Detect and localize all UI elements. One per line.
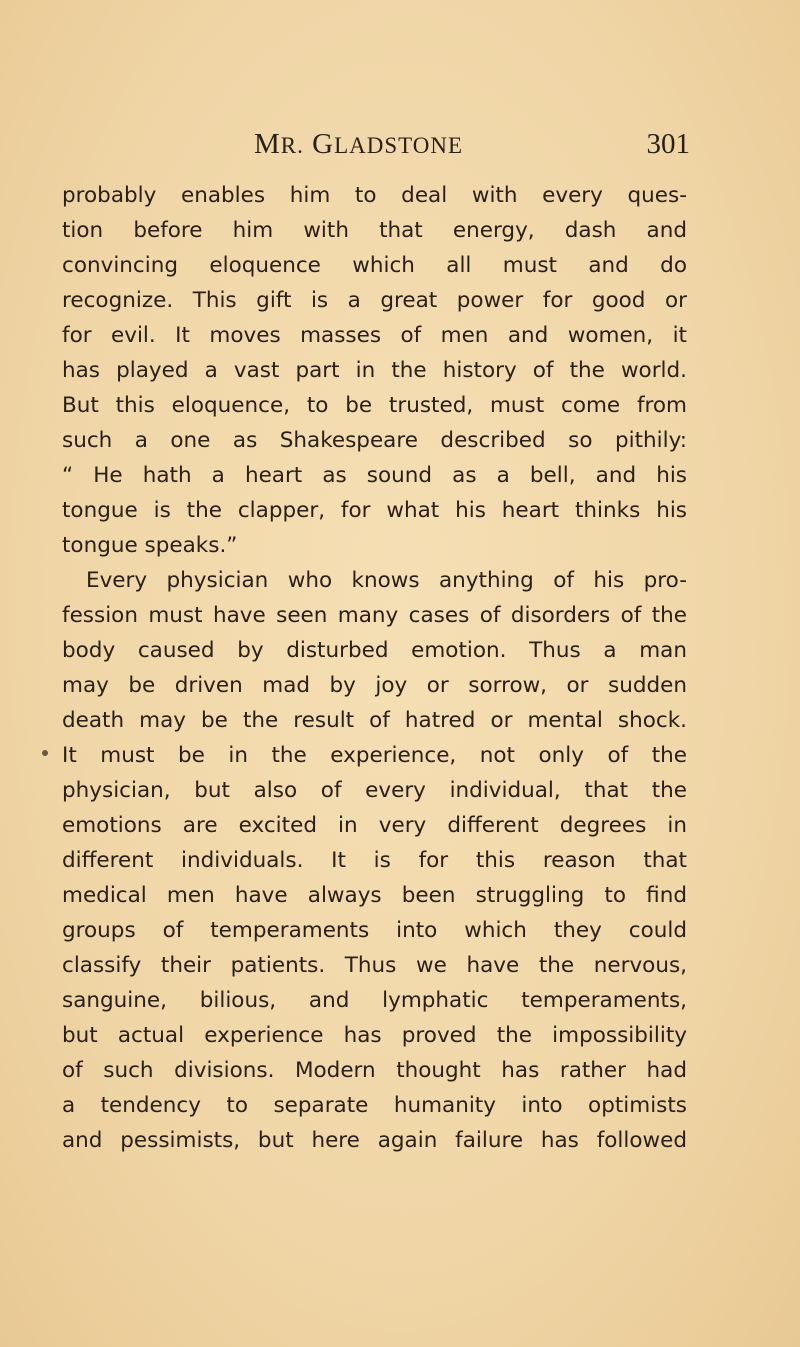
text-line: convincing eloquence which all must and do [62, 253, 687, 278]
body-text [62, 178, 687, 1158]
running-title-rest-1: R. [280, 133, 304, 158]
text-line: physician, but also of every individual, that the [62, 778, 687, 803]
running-title-rest-2: LADSTONE [334, 133, 464, 158]
text-line: “ He hath a heart as sound as a bell, and his [62, 463, 687, 488]
text-line: of such divisions. Modern thought has rather had [62, 1058, 687, 1083]
text-line: fession must have seen many cases of disorders of the [62, 603, 687, 628]
text-line: tongue is the clapper, for what his heart thinks his [62, 498, 687, 523]
text-line: sanguine, bilious, and lymphatic temperaments, [62, 988, 687, 1013]
text-line: such a one as Shakespeare described so pithily: [62, 428, 687, 453]
text-line: body caused by disturbed emotion. Thus a man [62, 638, 687, 663]
text-line: classify their patients. Thus we have the nervous, [62, 953, 687, 978]
running-head [210, 128, 690, 168]
text-line: groups of temperaments into which they could [62, 918, 687, 943]
text-line: But this eloquence, to be trusted, must come from [62, 393, 687, 418]
text-line: may be driven mad by joy or sorrow, or sudden [62, 673, 687, 698]
page-number: 301 [646, 128, 690, 160]
text-line: It must be in the experience, not only of the [62, 743, 687, 768]
text-line: but actual experience has proved the impossibility [62, 1023, 687, 1048]
text-line: probably enables him to deal with every ques- [62, 183, 687, 208]
running-title [254, 128, 463, 161]
running-title-initial-2: G [312, 128, 335, 160]
running-title-initial-1: M [254, 128, 281, 160]
text-line: has played a vast part in the history of the world. [62, 358, 687, 383]
text-line: Every physician who knows anything of his pro- [86, 568, 687, 593]
text-line: medical men have always been struggling to find [62, 883, 687, 908]
text-line: tion before him with that energy, dash and [62, 218, 687, 243]
text-line: death may be the result of hatred or mental shock. [62, 708, 687, 733]
text-line: for evil. It moves masses of men and women, it [62, 323, 687, 348]
text-line: different individuals. It is for this reason that [62, 848, 687, 873]
text-line: recognize. This gift is a great power for good or [62, 288, 687, 313]
text-line: and pessimists, but here again failure has followed [62, 1128, 687, 1153]
text-line: emotions are excited in very different degrees in [62, 813, 687, 838]
text-line: a tendency to separate humanity into optimists [62, 1093, 687, 1118]
text-line: tongue speaks.” [62, 533, 238, 558]
margin-mark [42, 750, 48, 756]
